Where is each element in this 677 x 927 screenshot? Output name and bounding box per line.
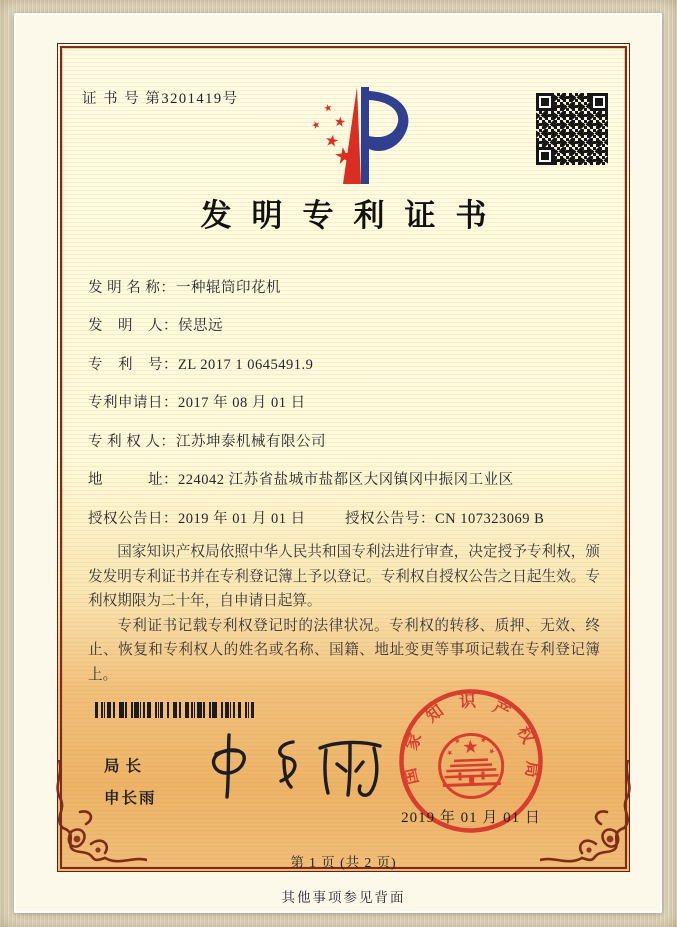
- field-inventor: [88, 314, 223, 335]
- qr-finder-icon: [590, 93, 608, 111]
- barcode: [95, 702, 257, 718]
- field-label: 专 利 权 人：: [88, 434, 176, 450]
- corner-flourish-left-icon: [47, 760, 147, 870]
- seal-text: 国家知识产权局: [399, 691, 543, 787]
- document-title: 发明专利证书: [200, 198, 507, 233]
- field-label: 发 明 名 称：: [88, 280, 176, 296]
- field-label: 地 址：: [88, 472, 178, 488]
- legal-text: [88, 540, 600, 687]
- certificate-number: 证 书 号 第3201419号: [82, 91, 239, 107]
- back-side-note: 其他事项参见背面: [281, 890, 406, 905]
- field-value: 2017 年 08 月 01 日: [178, 395, 306, 411]
- field-value: 2019 年 01 月 01 日: [178, 511, 306, 527]
- field-value: 侯思远: [178, 318, 223, 334]
- legal-paragraph: 专利证书记载专利权登记时的法律状况。专利权的转移、质押、无效、终止、恢复和专利权人的姓名或名称、国籍、地址变更等事项记载在专利登记簿上。: [88, 617, 600, 683]
- qr-finder-icon: [536, 93, 554, 111]
- field-label: 发 明 人：: [88, 318, 178, 334]
- director-title: 局长: [104, 758, 148, 775]
- field-invention-name: [88, 276, 281, 297]
- qr-code: [536, 93, 608, 165]
- field-patent-number: [88, 353, 313, 374]
- field-value: CN 107323069 B: [435, 511, 545, 527]
- field-application-date: [88, 391, 306, 412]
- field-label: 专利申请日：: [88, 395, 178, 411]
- corner-flourish-right-icon: [540, 760, 640, 870]
- field-value: 江苏坤泰机械有限公司: [176, 434, 326, 450]
- field-value: 一种辊筒印花机: [176, 280, 281, 296]
- field-address: [88, 468, 514, 489]
- field-value: ZL 2017 1 0645491.9: [178, 357, 314, 373]
- field-label: 授权公告日：: [88, 511, 178, 527]
- field-grant-number: [345, 507, 544, 528]
- field-label: 专 利 号：: [88, 357, 178, 373]
- seal-date: 2019 年 01 月 01 日: [401, 810, 541, 826]
- field-patentee: [88, 430, 326, 451]
- field-value: 224042 江苏省盐城市盐都区大冈镇冈中振冈工业区: [178, 472, 514, 488]
- field-grant-date: [88, 507, 306, 528]
- director-signature: [198, 730, 388, 802]
- field-label: 授权公告号：: [345, 511, 435, 527]
- page-number: 第 1 页 (共 2 页): [290, 855, 397, 870]
- director-name: 申长雨: [104, 790, 157, 807]
- legal-paragraph: 国家知识产权局依照中华人民共和国专利法进行审查，决定授予专利权，颁发发明专利证书并在专利登记簿上予以登记。专利权自授权公告之日起生效。专利权期限为二十年，自申请日起算。: [88, 544, 600, 609]
- qr-finder-icon: [536, 147, 554, 165]
- cnipa-logo-icon: [294, 84, 434, 188]
